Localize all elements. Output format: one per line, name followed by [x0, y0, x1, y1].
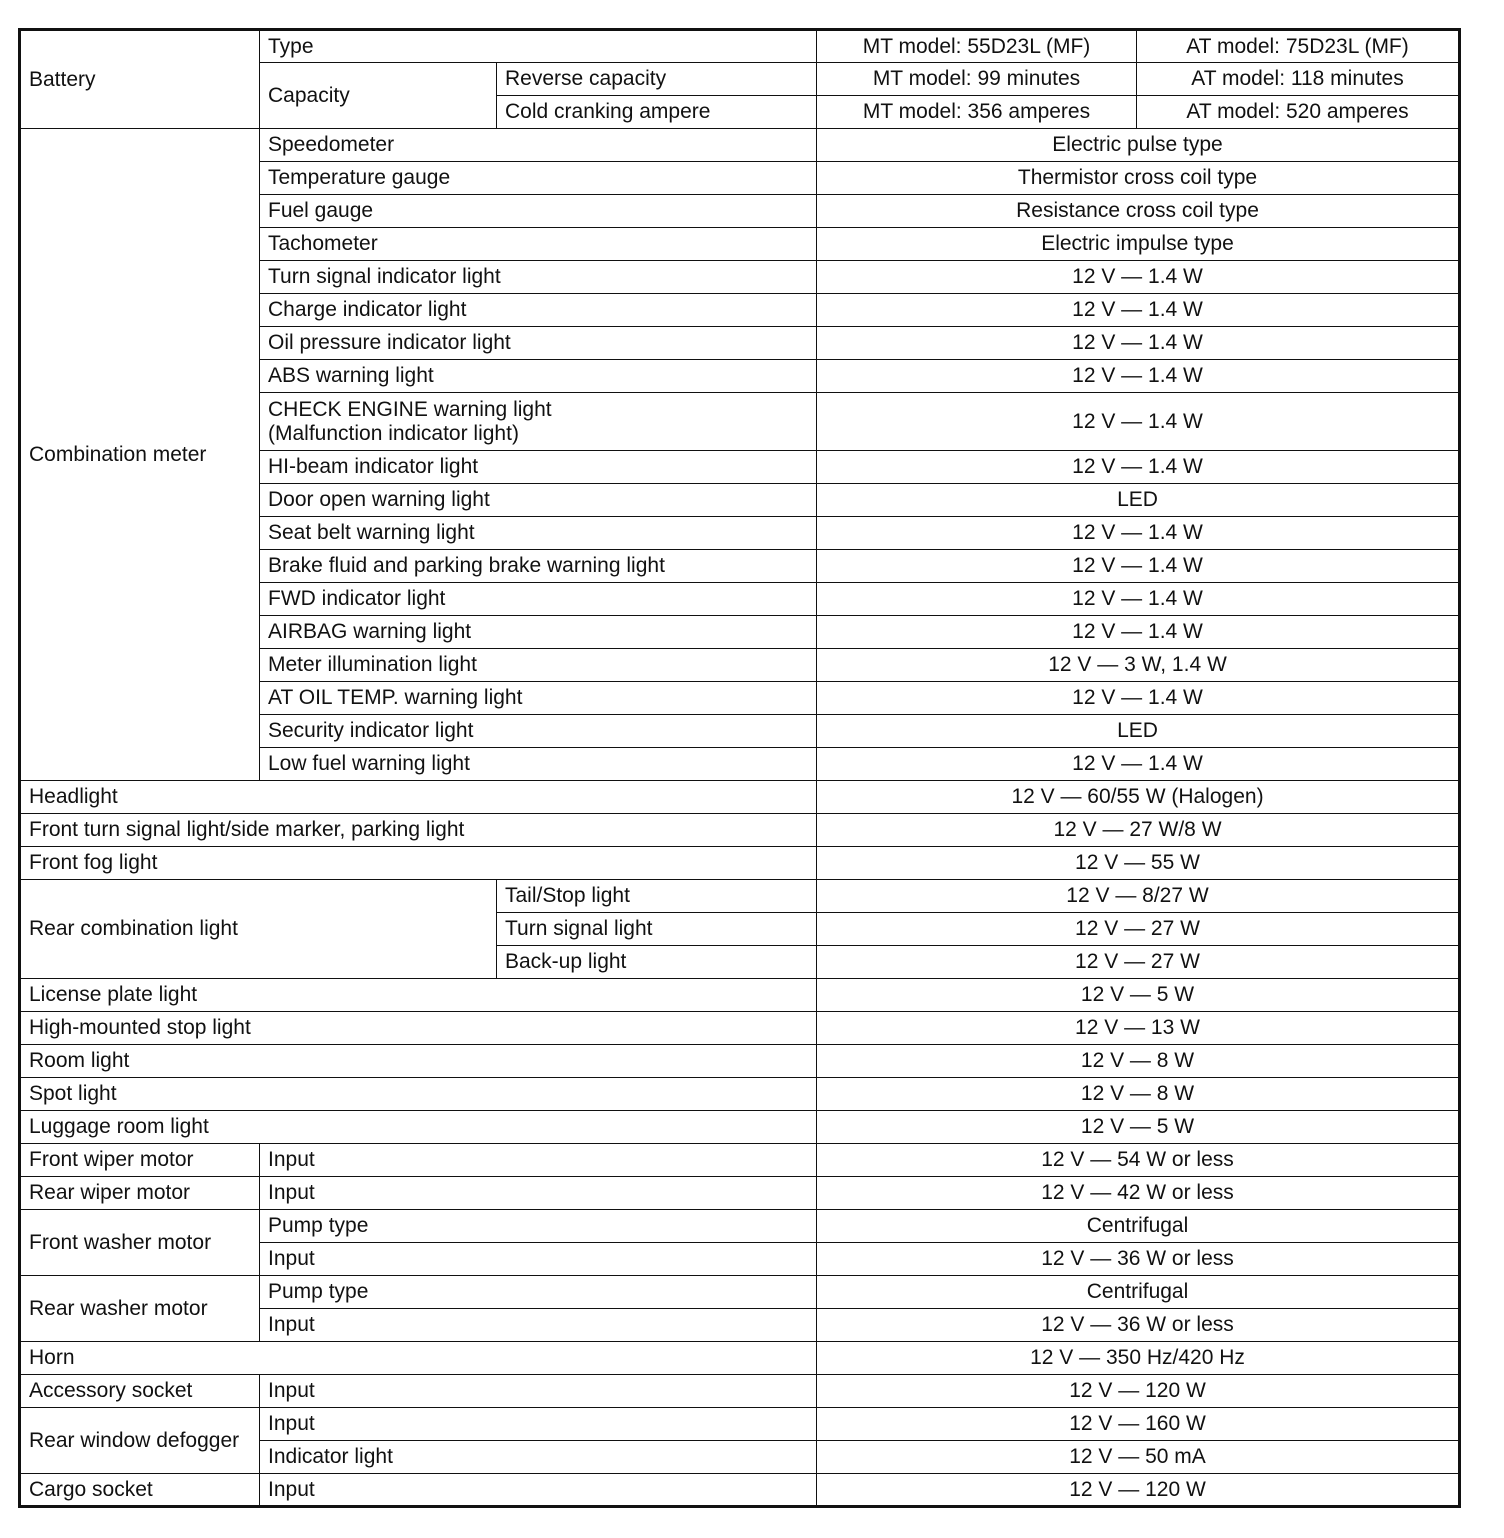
meter-item-value: 12 V — 1.4 W — [817, 294, 1460, 327]
front-fog-label: Front fog light — [20, 847, 817, 880]
meter-item-value: 12 V — 1.4 W — [817, 451, 1460, 484]
high-mounted-value: 12 V — 13 W — [817, 1012, 1460, 1045]
meter-item-name: AIRBAG warning light — [260, 616, 817, 649]
license-plate-value: 12 V — 5 W — [817, 979, 1460, 1012]
meter-item-value: 12 V — 1.4 W — [817, 616, 1460, 649]
meter-item-name: Oil pressure indicator light — [260, 327, 817, 360]
front-washer-label: Front washer motor — [20, 1210, 260, 1276]
table-row — [20, 1012, 1460, 1045]
battery-type-at: AT model: 75D23L (MF) — [1137, 30, 1460, 63]
rear-defogger-input-label: Input — [260, 1408, 817, 1441]
table-row — [20, 1111, 1460, 1144]
rear-washer-pump-value: Centrifugal — [817, 1276, 1460, 1309]
rear-washer-input-label: Input — [260, 1309, 817, 1342]
front-washer-pump-value: Centrifugal — [817, 1210, 1460, 1243]
accessory-socket-label: Accessory socket — [20, 1375, 260, 1408]
meter-item-value: LED — [817, 484, 1460, 517]
meter-item-value: 12 V — 1.4 W — [817, 261, 1460, 294]
check-engine-line-2: (Malfunction indicator light) — [268, 421, 519, 445]
meter-item-value: Resistance cross coil type — [817, 195, 1460, 228]
front-turn-value: 12 V — 27 W/8 W — [817, 814, 1460, 847]
meter-item-value: 12 V — 1.4 W — [817, 748, 1460, 781]
spec-table — [18, 28, 1461, 1508]
table-row — [20, 1375, 1460, 1408]
battery-label: Battery — [20, 30, 260, 129]
table-row — [20, 1276, 1460, 1309]
spot-light-label: Spot light — [20, 1078, 817, 1111]
luggage-light-value: 12 V — 5 W — [817, 1111, 1460, 1144]
table-row — [20, 1045, 1460, 1078]
rear-defogger-label: Rear window defogger — [20, 1408, 260, 1474]
table-row — [20, 781, 1460, 814]
meter-item-name: Speedometer — [260, 129, 817, 162]
rear-defogger-indicator-label: Indicator light — [260, 1441, 817, 1474]
front-turn-label: Front turn signal light/side marker, parking light — [20, 814, 817, 847]
check-engine-line-1: CHECK ENGINE warning light — [268, 397, 552, 421]
rear-combination-value: 12 V — 27 W — [817, 913, 1460, 946]
meter-item-name: Low fuel warning light — [260, 748, 817, 781]
battery-cca-label: Cold cranking ampere — [497, 96, 817, 129]
rear-combination-value: 12 V — 8/27 W — [817, 880, 1460, 913]
meter-item-name: Fuel gauge — [260, 195, 817, 228]
front-washer-input-label: Input — [260, 1243, 817, 1276]
rear-combination-item: Tail/Stop light — [497, 880, 817, 913]
meter-item-name: HI-beam indicator light — [260, 451, 817, 484]
rear-combination-value: 12 V — 27 W — [817, 946, 1460, 979]
cargo-socket-input-label: Input — [260, 1474, 817, 1507]
spot-light-value: 12 V — 8 W — [817, 1078, 1460, 1111]
table-row — [20, 129, 1460, 162]
table-row — [20, 1144, 1460, 1177]
table-row — [20, 979, 1460, 1012]
battery-reverse-label: Reverse capacity — [497, 63, 817, 96]
meter-item-name: ABS warning light — [260, 360, 817, 393]
table-row — [20, 30, 1460, 63]
front-wiper-label: Front wiper motor — [20, 1144, 260, 1177]
room-light-label: Room light — [20, 1045, 817, 1078]
meter-item-value: LED — [817, 715, 1460, 748]
battery-capacity-label: Capacity — [260, 63, 497, 129]
cargo-socket-label: Cargo socket — [20, 1474, 260, 1507]
cargo-socket-input-value: 12 V — 120 W — [817, 1474, 1460, 1507]
front-wiper-input-value: 12 V — 54 W or less — [817, 1144, 1460, 1177]
license-plate-label: License plate light — [20, 979, 817, 1012]
meter-item-value: 12 V — 1.4 W — [817, 360, 1460, 393]
table-row — [20, 1210, 1460, 1243]
meter-item-name: Meter illumination light — [260, 649, 817, 682]
table-row — [20, 1177, 1460, 1210]
rear-combination-item: Turn signal light — [497, 913, 817, 946]
battery-type-mt: MT model: 55D23L (MF) — [817, 30, 1137, 63]
horn-label: Horn — [20, 1342, 817, 1375]
meter-item-value: Electric impulse type — [817, 228, 1460, 261]
rear-wiper-input-value: 12 V — 42 W or less — [817, 1177, 1460, 1210]
meter-item-value: 12 V — 1.4 W — [817, 517, 1460, 550]
meter-item-value: 12 V — 1.4 W — [817, 393, 1460, 451]
battery-reverse-mt: MT model: 99 minutes — [817, 63, 1137, 96]
meter-item-name: Temperature gauge — [260, 162, 817, 195]
table-row — [20, 1474, 1460, 1507]
meter-item-name: Turn signal indicator light — [260, 261, 817, 294]
rear-defogger-indicator-value: 12 V — 50 mA — [817, 1441, 1460, 1474]
rear-washer-label: Rear washer motor — [20, 1276, 260, 1342]
luggage-light-label: Luggage room light — [20, 1111, 817, 1144]
meter-item-name: Seat belt warning light — [260, 517, 817, 550]
rear-defogger-input-value: 12 V — 160 W — [817, 1408, 1460, 1441]
headlight-label: Headlight — [20, 781, 817, 814]
front-fog-value: 12 V — 55 W — [817, 847, 1460, 880]
high-mounted-label: High-mounted stop light — [20, 1012, 817, 1045]
meter-item-value: Thermistor cross coil type — [817, 162, 1460, 195]
meter-item-value: 12 V — 1.4 W — [817, 327, 1460, 360]
battery-type-label: Type — [260, 30, 817, 63]
meter-item-name: FWD indicator light — [260, 583, 817, 616]
meter-item-name: Brake fluid and parking brake warning light — [260, 550, 817, 583]
accessory-socket-input-label: Input — [260, 1375, 817, 1408]
rear-wiper-label: Rear wiper motor — [20, 1177, 260, 1210]
front-washer-pump-label: Pump type — [260, 1210, 817, 1243]
meter-item-name: Charge indicator light — [260, 294, 817, 327]
meter-item-value: 12 V — 1.4 W — [817, 583, 1460, 616]
rear-washer-input-value: 12 V — 36 W or less — [817, 1309, 1460, 1342]
headlight-value: 12 V — 60/55 W (Halogen) — [817, 781, 1460, 814]
table-row — [20, 1408, 1460, 1441]
table-row — [20, 1078, 1460, 1111]
rear-combination-item: Back-up light — [497, 946, 817, 979]
front-washer-input-value: 12 V — 36 W or less — [817, 1243, 1460, 1276]
front-wiper-input-label: Input — [260, 1144, 817, 1177]
meter-item-name — [260, 393, 817, 451]
table-row — [20, 814, 1460, 847]
rear-washer-pump-label: Pump type — [260, 1276, 817, 1309]
battery-reverse-at: AT model: 118 minutes — [1137, 63, 1460, 96]
meter-item-name: Door open warning light — [260, 484, 817, 517]
table-row — [20, 847, 1460, 880]
meter-item-value: 12 V — 3 W, 1.4 W — [817, 649, 1460, 682]
table-row — [20, 880, 1460, 913]
table-row — [20, 1342, 1460, 1375]
room-light-value: 12 V — 8 W — [817, 1045, 1460, 1078]
meter-item-name: AT OIL TEMP. warning light — [260, 682, 817, 715]
rear-combination-label: Rear combination light — [20, 880, 497, 979]
meter-item-name: Security indicator light — [260, 715, 817, 748]
battery-cca-mt: MT model: 356 amperes — [817, 96, 1137, 129]
horn-value: 12 V — 350 Hz/420 Hz — [817, 1342, 1460, 1375]
rear-wiper-input-label: Input — [260, 1177, 817, 1210]
meter-item-value: 12 V — 1.4 W — [817, 550, 1460, 583]
combination-meter-label: Combination meter — [20, 129, 260, 781]
battery-cca-at: AT model: 520 amperes — [1137, 96, 1460, 129]
meter-item-name: Tachometer — [260, 228, 817, 261]
meter-item-value: Electric pulse type — [817, 129, 1460, 162]
accessory-socket-input-value: 12 V — 120 W — [817, 1375, 1460, 1408]
meter-item-value: 12 V — 1.4 W — [817, 682, 1460, 715]
